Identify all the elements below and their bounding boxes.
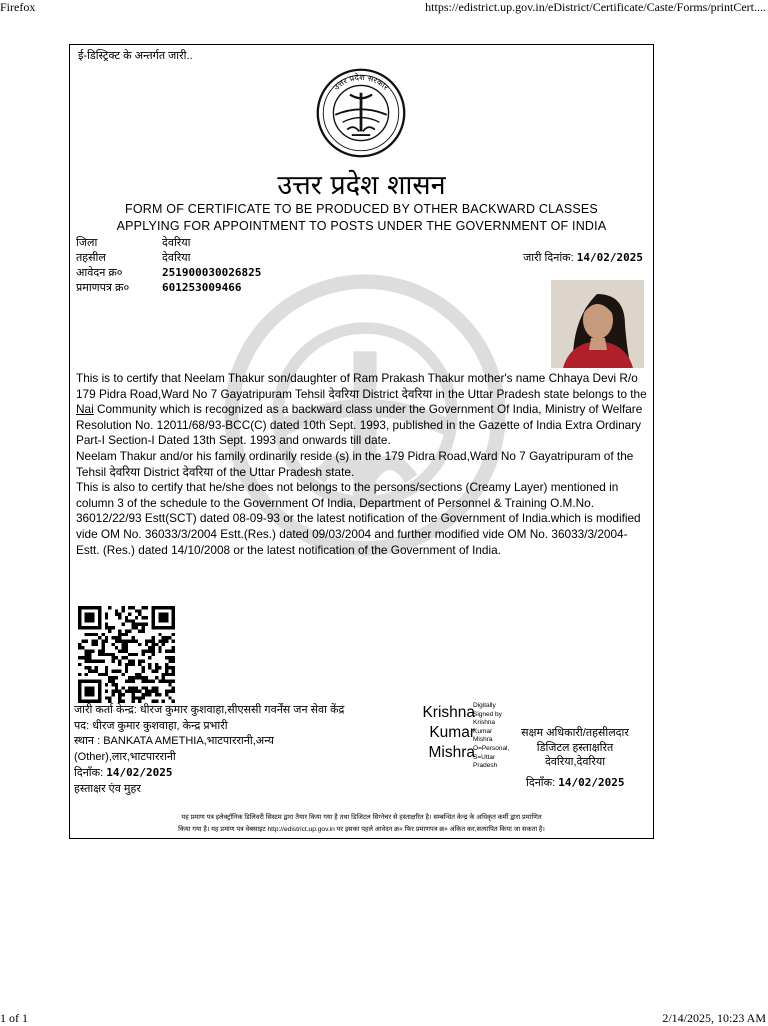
officer-location: देवरिया,देवरिया <box>544 756 606 768</box>
print-header-url: https://edistrict.up.gov.in/eDistrict/Certificate/Caste/Forms/printCert.... <box>425 0 766 14</box>
issuer-place-line1: स्थान : BANKATA AMETHIA,भाटपाररानी,अन्य <box>74 735 274 747</box>
issuer-date-label: दिनाँक: <box>74 767 104 779</box>
signature-name <box>405 703 475 763</box>
applicant-photo <box>551 280 644 368</box>
print-header-title: Firefox <box>0 0 36 14</box>
certificate-body <box>76 371 649 558</box>
meta-row-tehsil <box>76 250 261 265</box>
community-name: Nai <box>76 402 94 417</box>
meta-row-certificate-no <box>76 280 261 295</box>
sig-detail: Krishna <box>473 719 496 727</box>
district-label: जिला <box>76 237 98 249</box>
application-no-value: 251900030026825 <box>162 266 262 279</box>
officer-title: सक्षम अधिकारी/तहसीलदार <box>521 727 629 739</box>
sig-detail: O=Personal, <box>473 744 510 752</box>
sig-detail: S=Uttar <box>473 753 496 761</box>
sig-detail: Kumar <box>473 727 493 735</box>
officer-block <box>500 726 650 770</box>
certificate-no-label: प्रमाणपत्र क्र० <box>76 282 130 294</box>
body-paragraph-3: This is also to certify that he/she does not belongs to the persons/sections (Creamy Layer) mentioned in column 3 of the schedule to the Government Of India, Department of Personnel & Training O.M.No. 36012/22/93 Estt(SCT) dated 08-09-93 or the latest notification of the Government of India.which is modified vide OM No. 36033/3/2004 Estt.(Res.) dated 09/03/2004 and further modified vide OM No. 36033/3/2004-Estt. (Res.) dated 14/10/2008 or the latest notification of the Government of India. <box>76 480 641 557</box>
form-title <box>70 201 653 235</box>
certificate-no-value: 601253009466 <box>162 281 242 294</box>
emblem-text: उत्तर प्रदेश सरकार <box>331 71 391 92</box>
officer-digital-signed: डिजिटल हस्ताक्षरित <box>536 741 614 754</box>
issued-under-label: ई-डिस्ट्रिक्ट के अन्तर्गत जारी.. <box>78 50 193 62</box>
issue-date-value: 14/02/2025 <box>576 251 643 264</box>
officer-date <box>526 775 624 790</box>
meta-row-district <box>76 235 261 250</box>
body-paragraph-2: Neelam Thakur and/or his family ordinarily reside (s) in the 179 Pidra Road,Ward No 7 Gayatripuram of the Tehsil देवरिया District देवरिया of the Uttar Pradesh state. <box>76 448 634 479</box>
page-indicator: 1 of 1 <box>0 1011 28 1025</box>
issue-date <box>523 250 643 265</box>
district-value: देवरिया <box>162 237 191 249</box>
verification-note-line2: किया गया है। यह प्रमाण पत्र वेबसाइट http://edistrict.up.gov.in पर इसका पहले आवेदन क्र० फिर प्रमाणपत्र क्र० अंकित कर,सत्यापित किया जा सकता है। <box>178 826 545 833</box>
tehsil-label: तहसील <box>76 252 106 264</box>
sig-detail: Pradesh <box>473 762 498 770</box>
person-photo-icon <box>551 280 644 368</box>
signature-name-line1: Krishna <box>422 704 475 721</box>
body-paragraph-1b: Community which is recognized as a backward class under the Government Of India, Ministry of Welfare Resolution No. 12011/68/93-BCC(C) dated 10th Sept. 1993, published in the Gazette of India Extra Ordinary Part-I Section-I Dated 13th Sept. 1993 and onwards till date. <box>76 402 643 448</box>
certificate <box>69 44 654 839</box>
tehsil-value: देवरिया <box>162 252 191 264</box>
body-paragraph-1a: This is to certify that Neelam Thakur son/daughter of Ram Prakash Thakur mother's name Chhaya Devi R/o 179 Pidra Road,Ward No 7 Gayatripuram Tehsil देवरिया District देवरिया in the Uttar Pradesh state belongs to the <box>76 371 647 401</box>
state-title: उत्तर प्रदेश शासन <box>277 170 446 201</box>
meta-fields <box>76 235 261 295</box>
signature-name-line3: Mishra <box>428 744 475 761</box>
issuer-sign-label: हस्ताक्षर एंव मुहर <box>74 782 141 795</box>
sig-detail: Signed by <box>473 710 502 718</box>
issuer-designation: पद: धीरज कुमार कुशवाहा, केन्द्र प्रभारी <box>74 719 228 732</box>
officer-date-value: 14/02/2025 <box>558 776 625 789</box>
issuer-center: जारी कर्ता केन्द्र: धीरज कुमार कुशवाहा,सीएससी गवर्नेंस जन सेवा केंद्र <box>74 704 345 716</box>
up-government-emblem-icon <box>315 67 407 159</box>
issuer-date-row <box>74 765 414 782</box>
issuer-block <box>74 703 414 797</box>
application-no-label: आवेदन क्र० <box>76 267 123 279</box>
issuer-date-value: 14/02/2025 <box>106 766 173 779</box>
meta-row-application-no <box>76 265 261 280</box>
issuer-place-line2: (Other),लार,भाटपाररानी <box>74 750 176 763</box>
signature-name-line2: Kumar <box>429 724 475 741</box>
print-datetime: 2/14/2025, 10:23 AM <box>662 1011 766 1025</box>
issue-date-label: जारी दिनांक: <box>523 252 574 264</box>
officer-date-label: दिनाँक: <box>526 777 556 789</box>
sig-detail: Digitally <box>473 702 496 709</box>
verification-note-line1: यह प्रमाण पत्र इलेक्ट्रॉनिक डिलिवरी सिस्टम द्वारा तैयार किया गया है तथा डिजिटल सिग्नेचर से हस्ताक्षरित है। सम्बन्धित केन्द्र के अधिकृत कर्मी द्वारा प्रमाणित <box>181 814 542 821</box>
qr-code-icon <box>78 606 175 703</box>
body-paragraph-1 <box>76 371 649 449</box>
sig-detail: Mishra <box>473 736 493 744</box>
form-title-line2: APPLYING FOR APPOINTMENT TO POSTS UNDER THE GOVERNMENT OF INDIA <box>116 219 607 233</box>
form-title-line1: FORM OF CERTIFICATE TO BE PRODUCED BY OTHER BACKWARD CLASSES <box>125 202 598 216</box>
verification-note <box>70 812 653 836</box>
